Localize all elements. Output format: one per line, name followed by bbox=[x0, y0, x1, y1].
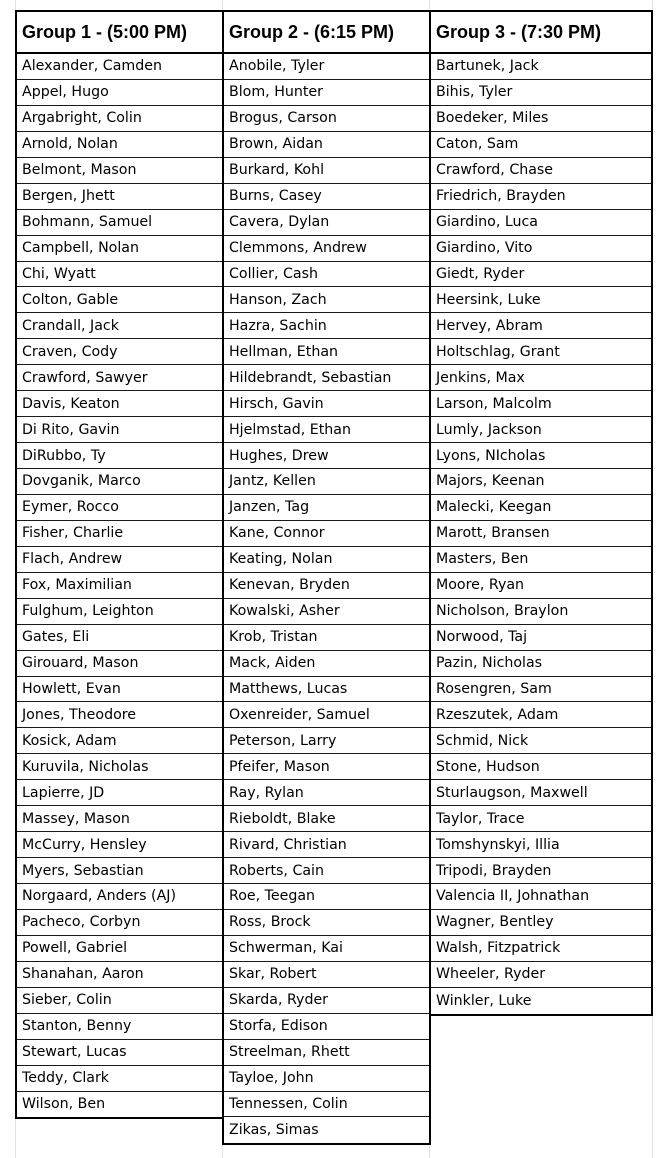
roster-cell[interactable]: Kuruvila, Nicholas bbox=[17, 754, 222, 780]
roster-cell[interactable]: Malecki, Keegan bbox=[431, 495, 651, 521]
roster-cell[interactable]: Schmid, Nick bbox=[431, 728, 651, 754]
roster-cell[interactable]: Crawford, Chase bbox=[431, 158, 651, 184]
roster-cell[interactable]: Hazra, Sachin bbox=[224, 313, 429, 339]
roster-cell[interactable]: Rosengren, Sam bbox=[431, 677, 651, 703]
roster-cell[interactable]: Ross, Brock bbox=[224, 910, 429, 936]
roster-cell[interactable]: Friedrich, Brayden bbox=[431, 184, 651, 210]
roster-cell[interactable]: Burkard, Kohl bbox=[224, 158, 429, 184]
roster-cell[interactable]: Skarda, Ryder bbox=[224, 988, 429, 1014]
roster-cell[interactable]: Bihis, Tyler bbox=[431, 80, 651, 106]
roster-cell[interactable]: Stewart, Lucas bbox=[17, 1040, 222, 1066]
roster-cell[interactable]: Hirsch, Gavin bbox=[224, 391, 429, 417]
roster-cell[interactable]: Anobile, Tyler bbox=[224, 54, 429, 80]
roster-cell[interactable]: Roberts, Cain bbox=[224, 858, 429, 884]
roster-cell[interactable]: Giedt, Ryder bbox=[431, 262, 651, 288]
roster-cell[interactable]: Majors, Keenan bbox=[431, 469, 651, 495]
roster-cell[interactable]: Girouard, Mason bbox=[17, 651, 222, 677]
roster-cell[interactable]: Hellman, Ethan bbox=[224, 339, 429, 365]
roster-cell[interactable]: Moore, Ryan bbox=[431, 573, 651, 599]
roster-cell[interactable]: Oxenreider, Samuel bbox=[224, 702, 429, 728]
roster-cell[interactable]: Gates, Eli bbox=[17, 625, 222, 651]
roster-cell[interactable]: Burns, Casey bbox=[224, 184, 429, 210]
roster-cell[interactable]: Larson, Malcolm bbox=[431, 391, 651, 417]
roster-cell[interactable]: Mack, Aiden bbox=[224, 651, 429, 677]
group-1-column bbox=[15, 10, 224, 1119]
roster-cell[interactable]: Nicholson, Braylon bbox=[431, 599, 651, 625]
roster-cell[interactable]: Campbell, Nolan bbox=[17, 236, 222, 262]
roster-cell[interactable]: Pacheco, Corbyn bbox=[17, 910, 222, 936]
group-2-roster bbox=[224, 54, 429, 1143]
roster-cell[interactable]: Shanahan, Aaron bbox=[17, 962, 222, 988]
roster-cell[interactable]: Streelman, Rhett bbox=[224, 1040, 429, 1066]
roster-cell[interactable]: Pfeifer, Mason bbox=[224, 754, 429, 780]
roster-cell[interactable]: Boedeker, Miles bbox=[431, 106, 651, 132]
roster-cell[interactable]: Kane, Connor bbox=[224, 521, 429, 547]
roster-cell[interactable]: Walsh, Fitzpatrick bbox=[431, 936, 651, 962]
roster-cell[interactable]: Fisher, Charlie bbox=[17, 521, 222, 547]
roster-cell[interactable]: Tripodi, Brayden bbox=[431, 858, 651, 884]
roster-cell[interactable]: Rieboldt, Blake bbox=[224, 806, 429, 832]
roster-cell[interactable]: Alexander, Camden bbox=[17, 54, 222, 80]
roster-cell[interactable]: Fulghum, Leighton bbox=[17, 599, 222, 625]
roster-cell[interactable]: Hervey, Abram bbox=[431, 313, 651, 339]
roster-cell[interactable]: Marott, Bransen bbox=[431, 521, 651, 547]
roster-cell[interactable]: Heersink, Luke bbox=[431, 287, 651, 313]
roster-cell[interactable]: Skar, Robert bbox=[224, 962, 429, 988]
roster-cell[interactable]: Giardino, Luca bbox=[431, 210, 651, 236]
roster-cell[interactable]: Wilson, Ben bbox=[22, 1096, 106, 1113]
roster-cell[interactable]: Winkler, Luke bbox=[436, 992, 532, 1009]
roster-cell[interactable]: Sturlaugson, Maxwell bbox=[431, 780, 651, 806]
roster-cell[interactable]: Wagner, Bentley bbox=[431, 910, 651, 936]
roster-cell[interactable]: Krob, Tristan bbox=[224, 625, 429, 651]
roster-cell[interactable]: Hughes, Drew bbox=[224, 443, 429, 469]
roster-cell[interactable]: Tennessen, Colin bbox=[224, 1092, 429, 1118]
group-2-column bbox=[222, 10, 431, 1145]
roster-cell[interactable]: Kosick, Adam bbox=[17, 728, 222, 754]
roster-cell[interactable]: Caton, Sam bbox=[431, 132, 651, 158]
group-3-column bbox=[429, 10, 653, 1016]
roster-cell[interactable]: Norwood, Taj bbox=[431, 625, 651, 651]
roster-cell[interactable]: Keating, Nolan bbox=[224, 547, 429, 573]
roster-cell[interactable]: Dovganik, Marco bbox=[17, 469, 222, 495]
roster-cell[interactable]: Di Rito, Gavin bbox=[17, 417, 222, 443]
roster-cell[interactable]: McCurry, Hensley bbox=[17, 832, 222, 858]
roster-cell[interactable]: Tomshynskyi, Illia bbox=[431, 832, 651, 858]
roster-cell[interactable]: Valencia II, Johnathan bbox=[431, 884, 651, 910]
roster-cell[interactable]: Lyons, NIcholas bbox=[431, 443, 651, 469]
roster-cell[interactable]: Bohmann, Samuel bbox=[17, 210, 222, 236]
roster-cell[interactable]: Taylor, Trace bbox=[431, 806, 651, 832]
roster-cell[interactable]: Crandall, Jack bbox=[17, 313, 222, 339]
group-1-roster bbox=[17, 54, 222, 1117]
roster-cell[interactable]: Rzeszutek, Adam bbox=[431, 702, 651, 728]
roster-cell[interactable]: Cavera, Dylan bbox=[224, 210, 429, 236]
roster-cell[interactable]: Fox, Maximilian bbox=[17, 573, 222, 599]
roster-cell[interactable]: Bergen, Jhett bbox=[17, 184, 222, 210]
roster-cell[interactable]: Rivard, Christian bbox=[224, 832, 429, 858]
roster-cell[interactable]: Howlett, Evan bbox=[17, 677, 222, 703]
roster-cell[interactable]: Hjelmstad, Ethan bbox=[224, 417, 429, 443]
roster-cell[interactable]: Giardino, Vito bbox=[431, 236, 651, 262]
roster-cell[interactable]: Collier, Cash bbox=[224, 262, 429, 288]
roster-cell[interactable]: Chi, Wyatt bbox=[17, 262, 222, 288]
roster-cell[interactable]: Hildebrandt, Sebastian bbox=[224, 365, 429, 391]
roster-cell[interactable]: Stanton, Benny bbox=[17, 1014, 222, 1040]
roster-cell[interactable]: Zikas, Simas bbox=[229, 1122, 319, 1139]
group-2-header[interactable]: Group 2 - (6:15 PM) bbox=[224, 12, 429, 54]
roster-cell[interactable]: Lumly, Jackson bbox=[431, 417, 651, 443]
roster-cell[interactable]: Powell, Gabriel bbox=[17, 936, 222, 962]
roster-cell[interactable]: Massey, Mason bbox=[17, 806, 222, 832]
roster-cell[interactable]: Davis, Keaton bbox=[17, 391, 222, 417]
roster-cell[interactable]: Myers, Sebastian bbox=[17, 858, 222, 884]
roster-cell[interactable]: Crawford, Sawyer bbox=[17, 365, 222, 391]
roster-cell[interactable]: Matthews, Lucas bbox=[224, 677, 429, 703]
roster-cell[interactable]: Kenevan, Bryden bbox=[224, 573, 429, 599]
roster-cell[interactable]: Roe, Teegan bbox=[224, 884, 429, 910]
roster-cell[interactable]: Argabright, Colin bbox=[17, 106, 222, 132]
roster-cell[interactable]: Peterson, Larry bbox=[224, 728, 429, 754]
roster-cell[interactable]: Janzen, Tag bbox=[224, 495, 429, 521]
roster-cell[interactable]: Sieber, Colin bbox=[17, 988, 222, 1014]
roster-cell[interactable]: Hanson, Zach bbox=[224, 287, 429, 313]
roster-cell[interactable]: Storfa, Edison bbox=[224, 1014, 429, 1040]
roster-cell[interactable]: Ray, Rylan bbox=[224, 780, 429, 806]
roster-cell[interactable]: Tayloe, John bbox=[224, 1066, 429, 1092]
roster-cell[interactable]: Jenkins, Max bbox=[431, 365, 651, 391]
roster-cell[interactable]: Wheeler, Ryder bbox=[431, 962, 651, 988]
roster-cell[interactable]: Colton, Gable bbox=[17, 287, 222, 313]
roster-cell[interactable]: Flach, Andrew bbox=[17, 547, 222, 573]
roster-cell[interactable]: Kowalski, Asher bbox=[224, 599, 429, 625]
roster-cell[interactable]: Craven, Cody bbox=[17, 339, 222, 365]
roster-cell[interactable]: Eymer, Rocco bbox=[17, 495, 222, 521]
roster-cell[interactable]: Norgaard, Anders (AJ) bbox=[17, 884, 222, 910]
roster-cell[interactable]: Appel, Hugo bbox=[17, 80, 222, 106]
roster-cell[interactable]: Jantz, Kellen bbox=[224, 469, 429, 495]
roster-cell[interactable]: Bartunek, Jack bbox=[431, 54, 651, 80]
roster-cell[interactable]: Holtschlag, Grant bbox=[431, 339, 651, 365]
group-3-roster bbox=[431, 54, 651, 1014]
group-1-header[interactable]: Group 1 - (5:00 PM) bbox=[17, 12, 222, 54]
roster-cell[interactable]: Stone, Hudson bbox=[431, 754, 651, 780]
group-3-header[interactable]: Group 3 - (7:30 PM) bbox=[431, 12, 651, 54]
roster-cell[interactable]: Teddy, Clark bbox=[17, 1066, 222, 1092]
roster-cell[interactable]: Blom, Hunter bbox=[224, 80, 429, 106]
roster-cell[interactable]: Schwerman, Kai bbox=[224, 936, 429, 962]
roster-cell[interactable]: Masters, Ben bbox=[431, 547, 651, 573]
roster-cell[interactable]: Clemmons, Andrew bbox=[224, 236, 429, 262]
roster-cell[interactable]: Belmont, Mason bbox=[17, 158, 222, 184]
roster-cell[interactable]: Brogus, Carson bbox=[224, 106, 429, 132]
roster-cell[interactable]: Arnold, Nolan bbox=[17, 132, 222, 158]
roster-cell[interactable]: Lapierre, JD bbox=[17, 780, 222, 806]
roster-cell[interactable]: Pazin, Nicholas bbox=[431, 651, 651, 677]
roster-cell[interactable]: Brown, Aidan bbox=[224, 132, 429, 158]
roster-cell[interactable]: DiRubbo, Ty bbox=[17, 443, 222, 469]
roster-cell[interactable]: Jones, Theodore bbox=[17, 702, 222, 728]
